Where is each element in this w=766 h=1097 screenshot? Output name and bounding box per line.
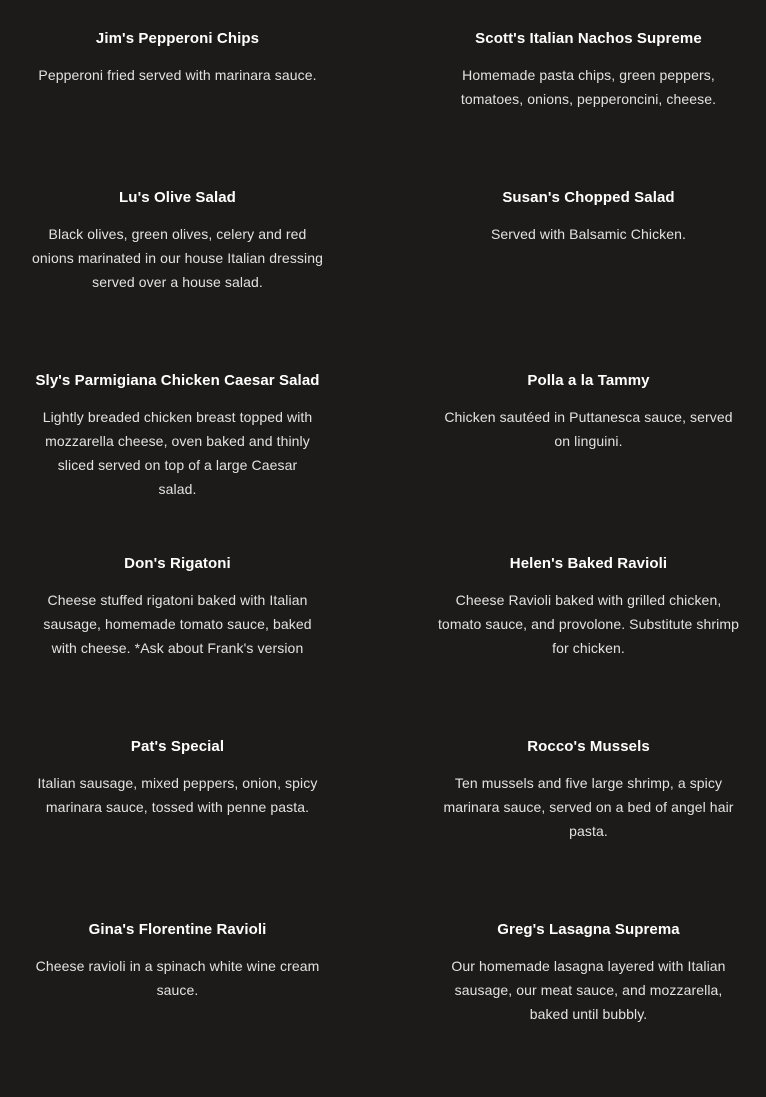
menu-item-helens-baked-ravioli [436,554,741,660]
menu-item-title: Jim's Pepperoni Chips [95,30,260,47]
menu-item-title: Pat's Special [130,738,225,755]
menu-item-description: Italian sausage, mixed peppers, onion, spicy marinara sauce, tossed with penne pasta. [37,775,318,815]
menu-item-description: Pepperoni fried served with marinara sauce. [38,67,317,83]
menu-item-title: Susan's Chopped Salad [502,189,675,206]
menu-item-ginas-florentine-ravioli [30,920,325,1002]
menu-item-title: Lu's Olive Salad [119,189,236,206]
menu-item-description: Black olives, green olives, celery and red onions marinated in our house Italian dressing served over a house salad. [32,226,323,290]
menu-item-title: Don's Rigatoni [124,555,231,572]
menu-item-description: Ten mussels and five large shrimp, a spicy marinara sauce, served on a bed of angel hair pasta. [443,775,734,839]
menu-item-title: Helen's Baked Ravioli [509,555,668,572]
menu-item-description: Cheese ravioli in a spinach white wine cream sauce. [35,958,320,998]
menu-item-lus-olive-salad [30,188,325,294]
menu-item-susans-chopped-salad [436,188,741,246]
menu-item-description: Chicken sautéed in Puttanesca sauce, served on linguini. [444,409,733,449]
menu-item-title: Gina's Florentine Ravioli [88,921,267,938]
menu-item-pats-special [30,737,325,819]
menu-item-gregs-lasagna-suprema [436,920,741,1026]
menu-item-description: Lightly breaded chicken breast topped with mozzarella cheese, oven baked and thinly sliced served on top of a large Caesar salad. [42,409,313,497]
menu-item-title: Sly's Parmigiana Chicken Caesar Salad [35,372,320,389]
menu-item-polla-a-la-tammy [436,371,741,453]
menu-item-description: Our homemade lasagna layered with Italian sausage, our meat sauce, and mozzarella, baked until bubbly. [451,958,726,1022]
menu-item-slys-parmigiana-caesar [30,371,325,501]
menu-item-description: Cheese stuffed rigatoni baked with Italian sausage, homemade tomato sauce, baked with cheese. *Ask about Frank's version [43,592,312,656]
menu-item-scotts-italian-nachos [436,29,741,111]
menu-item-title: Rocco's Mussels [527,738,650,755]
menu-item-jims-pepperoni-chips [30,29,325,87]
menu-item-title: Polla a la Tammy [527,372,650,389]
menu-item-roccos-mussels [436,737,741,843]
menu-item-title: Greg's Lasagna Suprema [497,921,680,938]
menu-item-description: Cheese Ravioli baked with grilled chicken, tomato sauce, and provolone. Substitute shrimp for chicken. [437,592,740,656]
menu-item-description: Served with Balsamic Chicken. [490,226,687,242]
menu-item-dons-rigatoni [30,554,325,660]
menu-item-description: Homemade pasta chips, green peppers, tomatoes, onions, pepperoncini, cheese. [460,67,717,107]
menu-item-title: Scott's Italian Nachos Supreme [475,30,702,47]
